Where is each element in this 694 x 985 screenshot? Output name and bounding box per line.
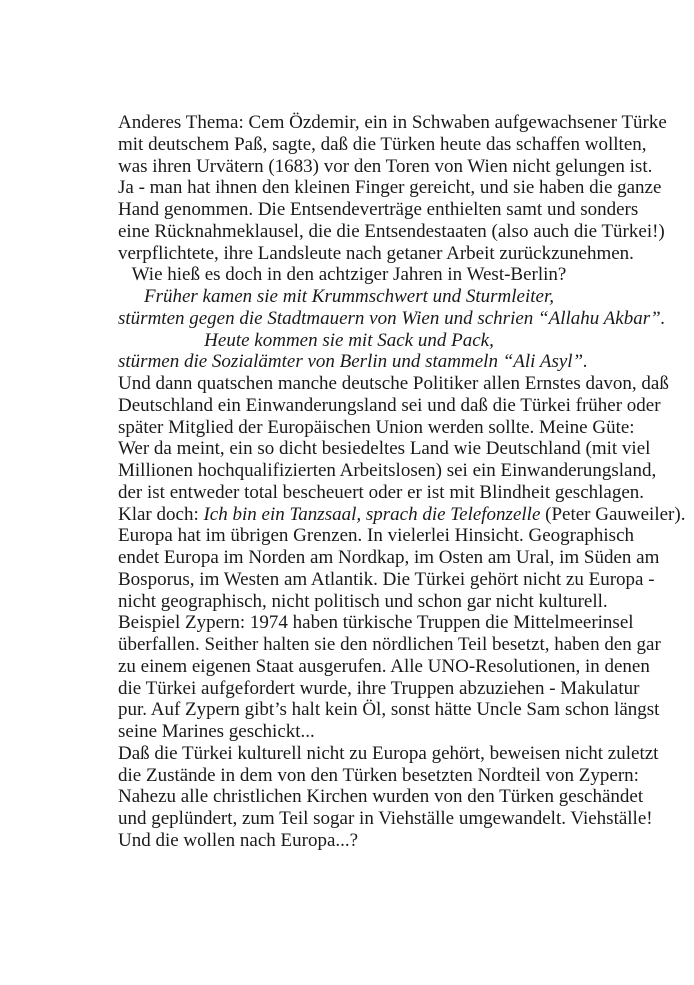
document-page	[118, 112, 686, 852]
text-line: Anderes Thema: Cem Özdemir, ein in Schwaben aufgewachsener Türke	[118, 112, 667, 133]
quote-line: Früher kamen sie mit Krummschwert und Sturmleiter,	[143, 286, 555, 307]
text-line: Beispiel Zypern: 1974 haben türkische Truppen die Mittelmeerinsel	[118, 612, 634, 634]
text-line: Nahezu alle christlichen Kirchen wurden von den Türken geschändet	[118, 786, 644, 808]
quote-block	[118, 286, 666, 373]
klar-prefix: Klar doch:	[118, 503, 204, 525]
quote-line: stürmen die Sozialämter von Berlin und stammeln “Ali Asyl”.	[118, 351, 588, 373]
text-line: nicht geographisch, nicht politisch und schon gar nicht kulturell.	[118, 590, 608, 612]
text-line: Hand genommen. Die Entsendeverträge enthielten samt und sonders	[118, 199, 639, 220]
text-line: die Türkei aufgefordert wurde, ihre Truppen abzuziehen - Makulatur	[118, 677, 640, 699]
text-line: verpflichtete, ihre Landsleute nach getaner Arbeit zurückzunehmen.	[118, 242, 634, 264]
text-line: endet Europa im Norden am Nordkap, im Osten am Ural, im Süden am	[118, 547, 660, 568]
text-line: mit deutschem Paß, sagte, daß die Türken heute das schaffen wollten,	[118, 133, 647, 155]
text-line: später Mitglied der Europäischen Union werden sollte. Meine Güte:	[118, 416, 635, 438]
text-line: zu einem eigenen Staat ausgerufen. Alle UNO-Resolutionen, in denen	[118, 655, 650, 677]
text-line: Deutschland ein Einwanderungsland sei und daß die Türkei früher oder	[118, 394, 661, 416]
text-line: eine Rücknahmeklausel, die die Entsendestaaten (also auch die Türkei!)	[118, 220, 665, 242]
text-line: Millionen hochqualifizierten Arbeitslosen) sei ein Einwanderungsland,	[118, 460, 657, 481]
text-line: Und dann quatschen manche deutsche Politiker allen Ernstes davon, daß	[118, 373, 669, 394]
text-line: was ihren Urvätern (1683) vor den Toren von Wien nicht gelungen ist.	[118, 155, 653, 177]
text-line: Europa hat im übrigen Grenzen. In vielerlei Hinsicht. Geographisch	[118, 525, 634, 547]
paragraph-europe	[118, 373, 686, 743]
text-line: Wer da meint, ein so dicht besiedeltes Land wie Deutschland (mit viel	[118, 438, 651, 460]
text-line: Bosporus, im Westen am Atlantik. Die Türkei gehört nicht zu Europa -	[118, 568, 655, 590]
text-line: und geplündert, zum Teil sogar in Viehställe umgewandelt. Viehställe!	[118, 808, 653, 829]
klar-attribution: (Peter Gauweiler).	[540, 503, 686, 525]
text-line: überfallen. Seither halten sie den nördlichen Teil besetzt, haben den gar	[118, 634, 661, 655]
text-line: Daß die Türkei kulturell nicht zu Europa gehört, beweisen nicht zuletzt	[118, 742, 659, 764]
gauweiler-quote: Ich bin ein Tanzsaal, sprach die Telefonzelle	[203, 503, 541, 525]
quote-line: stürmten gegen die Stadtmauern von Wien und schrien “Allahu Akbar”.	[118, 307, 666, 329]
paragraph-intro	[118, 112, 667, 264]
text-line: seine Marines geschickt...	[118, 721, 315, 742]
paragraph-cyprus	[118, 742, 659, 852]
klar-line	[118, 503, 686, 526]
text-line: pur. Auf Zypern gibt’s halt kein Öl, sonst hätte Uncle Sam schon längst	[118, 699, 660, 721]
question-line: Wie hieß es doch in den achtziger Jahren in West-Berlin?	[131, 264, 567, 286]
text-line: Ja - man hat ihnen den kleinen Finger gereicht, und sie haben die ganze	[118, 177, 662, 199]
text-line: die Zustände in dem von den Türken besetzten Nordteil von Zypern:	[118, 764, 639, 786]
text-line: der ist entweder total bescheuert oder er ist mit Blindheit geschlagen.	[118, 481, 645, 503]
quote-line: Heute kommen sie mit Sack und Pack,	[204, 329, 494, 351]
text-line: Und die wollen nach Europa...?	[118, 829, 359, 851]
